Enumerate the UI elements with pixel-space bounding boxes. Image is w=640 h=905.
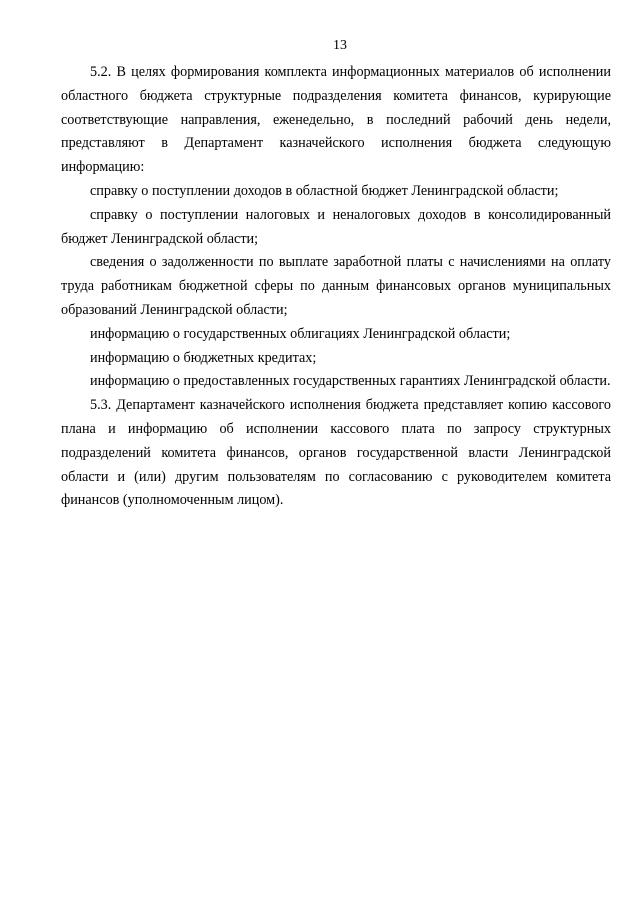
page-number: 13 xyxy=(333,38,347,53)
paragraph-5-2: 5.2. В целях формирования комплекта информационных материалов об исполнении областного бюджета структурные подразделения комитета финансов, курирующие соответствующие направления, еженедельно, в последний рабочий день недели, представляют в Департамент казначейского исполнения бюджета следующую информацию: xyxy=(61,64,611,176)
list-item-wage-arrears: сведения о задолженности по выплате заработной платы с начислениями на оплату труда работникам бюджетной сферы по данным финансовых органов муниципальных образований Ленинградской области; xyxy=(61,254,611,318)
body-text xyxy=(61,61,611,513)
list-item-budget-loans: информацию о бюджетных кредитах; xyxy=(90,349,317,366)
list-item-state-bonds: информацию о государственных облигациях Ленинградской области; xyxy=(90,325,511,342)
list-item-state-guarantees: информацию о предоставленных государственных гарантиях Ленинградской области. xyxy=(90,373,611,390)
paragraph-5-3: 5.3. Департамент казначейского исполнения бюджета представляет копию кассового плана и информацию об исполнении кассового плата по запросу структурных подразделений комитета финансов, органов государственной власти Ленинградской области и (или) другим пользователям по согласованию с руководителем комитета финансов (уполномоченным лицом). xyxy=(61,397,611,509)
list-item-tax-revenue-consolidated-budget: справку о поступлении налоговых и неналоговых доходов в консолидированный бюджет Ленинградской области; xyxy=(61,206,611,247)
list-item-revenue-regional-budget: справку о поступлении доходов в областной бюджет Ленинградской области; xyxy=(90,182,559,199)
